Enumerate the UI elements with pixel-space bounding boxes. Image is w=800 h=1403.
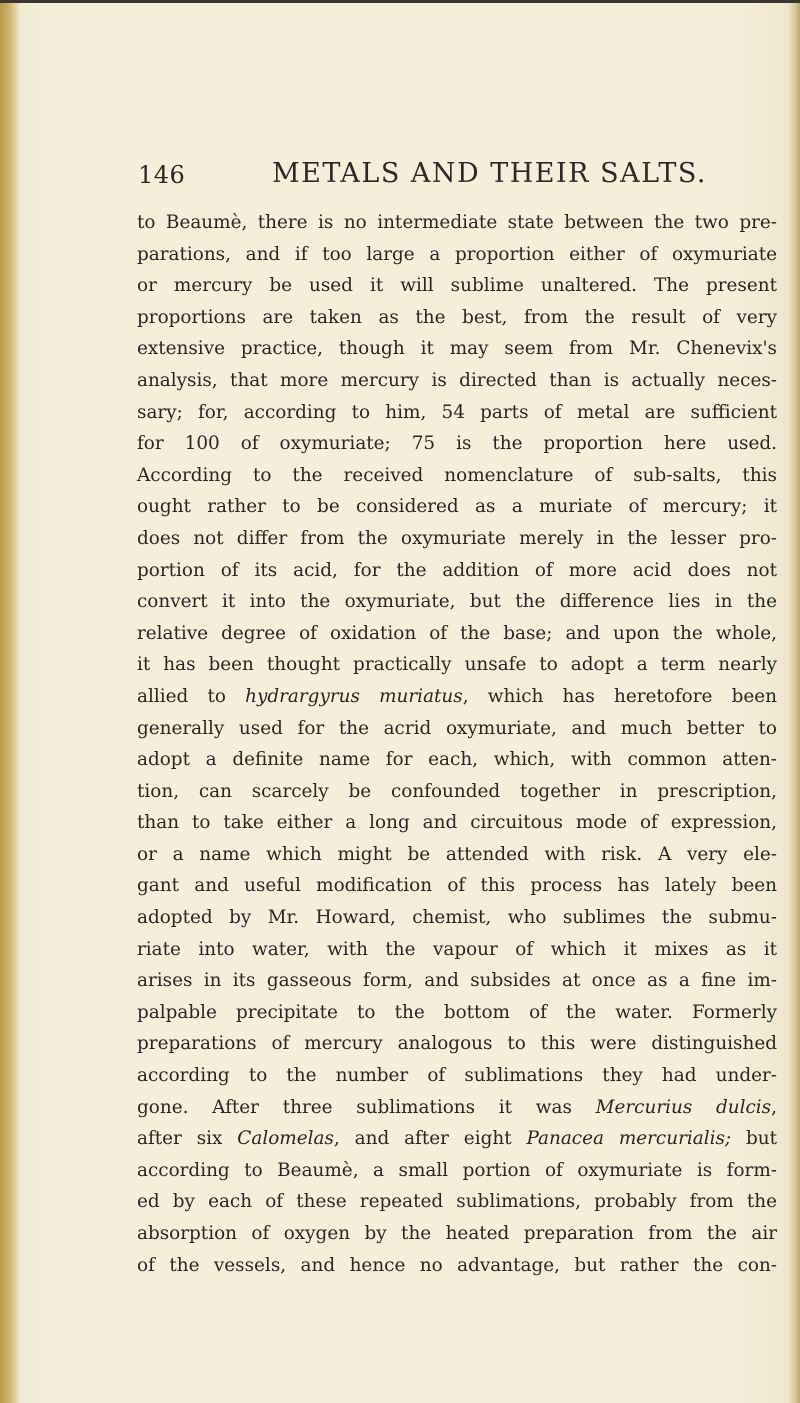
text-line: portion of its acid, for the addition of more acid does not	[137, 559, 777, 581]
text-line: riate into water, with the vapour of which it mixes as it	[137, 938, 777, 960]
text-line: relative degree of oxidation of the base; and upon the whole,	[137, 622, 777, 644]
top-border	[0, 0, 800, 3]
italic-term: hydrargyrus muriatus	[245, 685, 463, 707]
text-line: According to the received nomenclature of sub-salts, this	[137, 464, 777, 486]
text-line: for 100 of oxymuriate; 75 is the proportion here used.	[137, 433, 777, 455]
text-line: according to Beaumè, a small portion of oxymuriate is form-	[137, 1159, 777, 1181]
italic-term: Calomelas	[237, 1128, 334, 1150]
italic-term: Panacea mercurialis;	[526, 1128, 732, 1150]
text-line: preparations of mercury analogous to this were distinguished	[137, 1033, 777, 1055]
text-line: it has been thought practically unsafe to adopt a term nearly	[137, 654, 777, 676]
italic-term: Mercurius dulcis	[595, 1096, 772, 1118]
binding-gutter	[0, 0, 20, 1403]
running-title: METALS AND THEIR SALTS.	[272, 158, 707, 189]
text-line: analysis, that more mercury is directed than is actually neces-	[137, 369, 777, 391]
text-line: palpable precipitate to the bottom of the water. Formerly	[137, 1001, 777, 1023]
body-text	[137, 207, 777, 1281]
text-line: adopt a definite name for each, which, with common atten-	[137, 749, 777, 771]
text-line: ed by each of these repeated sublimations, probably from the	[137, 1191, 777, 1213]
text-line: adopted by Mr. Howard, chemist, who sublimes the submu-	[137, 907, 777, 929]
text-line: gone. After three sublimations it was Mercurius dulcis,	[137, 1096, 777, 1118]
text-line: extensive practice, though it may seem from Mr. Chenevix's	[137, 338, 777, 360]
text-line: generally used for the acrid oxymuriate, and much better to	[137, 717, 777, 739]
page-header	[0, 160, 800, 200]
text-line: convert it into the oxymuriate, but the difference lies in the	[137, 591, 777, 613]
text-line: after six Calomelas, and after eight Panacea mercurialis; but	[137, 1128, 777, 1150]
text-line: to Beaumè, there is no intermediate state between the two pre-	[137, 212, 777, 233]
text-line: of the vessels, and hence no advantage, but rather the con-	[137, 1254, 777, 1276]
text-line: absorption of oxygen by the heated preparation from the air	[137, 1223, 777, 1244]
text-line: or a name which might be attended with risk. A very ele-	[137, 843, 777, 865]
text-line: than to take either a long and circuitous mode of expression,	[137, 812, 777, 834]
text-line: ought rather to be considered as a muriate of mercury; it	[137, 496, 777, 518]
text-line: according to the number of sublimations they had under-	[137, 1065, 777, 1087]
text-line: parations, and if too large a proportion either of oxymuriate	[137, 243, 777, 265]
text-line: does not differ from the oxymuriate merely in the lesser pro-	[137, 527, 777, 549]
text-line: allied to hydrargyrus muriatus, which has heretofore been	[137, 685, 777, 707]
text-line: tion, can scarcely be confounded together in prescription,	[137, 780, 777, 802]
page-edge	[788, 0, 800, 1403]
text-line: arises in its gasseous form, and subsides at once as a fine im-	[137, 970, 777, 992]
text-line: sary; for, according to him, 54 parts of metal are sufficient	[137, 401, 777, 423]
text-line: proportions are taken as the best, from the result of very	[137, 306, 777, 328]
page-number: 146	[138, 161, 186, 189]
text-line: gant and useful modification of this process has lately been	[137, 875, 777, 897]
text-line: or mercury be used it will sublime unaltered. The present	[137, 275, 777, 297]
